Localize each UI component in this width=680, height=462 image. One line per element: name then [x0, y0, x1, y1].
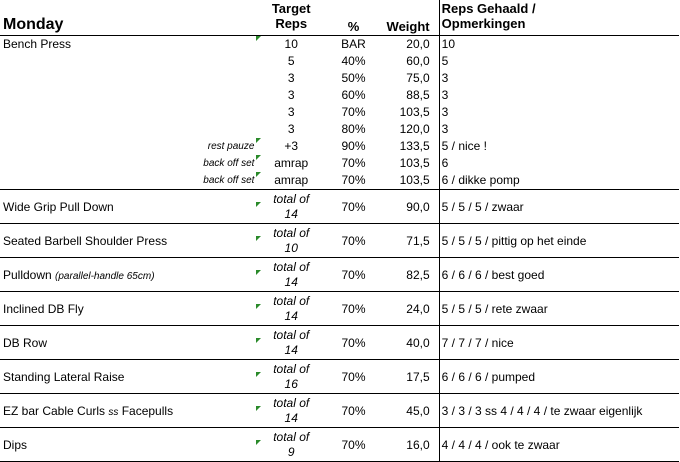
target-reps-header-line1: Target [271, 1, 311, 16]
weight-cell[interactable]: 45,0 [381, 394, 439, 428]
remark-cell[interactable]: 5 / 5 / 5 / rete zwaar [439, 292, 679, 326]
reps-cell[interactable] [256, 258, 326, 292]
exercise-row [0, 224, 679, 258]
comment-indicator-icon [256, 440, 261, 445]
exercise-name-cell[interactable]: DB Row [0, 326, 256, 360]
remark-cell[interactable]: 3 / 3 / 3 ss 4 / 4 / 4 / te zwaar eigenlijk [439, 394, 679, 428]
remark-cell[interactable]: 6 / 6 / 6 / pumped [439, 360, 679, 394]
bench-set-row [0, 87, 679, 104]
remark-cell[interactable]: 6 / 6 / 6 / best goed [439, 258, 679, 292]
set-note-cell[interactable] [0, 121, 256, 138]
exercise-name-cell[interactable]: Seated Barbell Shoulder Press [0, 224, 256, 258]
exercise-name-detail: (parallel-handle 65cm) [55, 270, 155, 282]
remark-cell[interactable]: 3 [439, 87, 679, 104]
comment-indicator-icon [256, 138, 261, 143]
weight-cell[interactable]: 75,0 [406, 71, 430, 85]
bench-set-row [0, 104, 679, 121]
bench-set-row [0, 172, 679, 190]
percent-cell[interactable]: 70% [326, 394, 381, 428]
comment-indicator-icon [256, 338, 261, 343]
total-reps-value: 10 [284, 240, 298, 255]
exercise-name-cell[interactable]: Bench Press [3, 37, 72, 51]
exercise-row [0, 326, 679, 360]
total-reps-value: 14 [284, 206, 298, 221]
weight-cell[interactable]: 88,5 [406, 88, 430, 102]
percent-cell[interactable]: 70% [326, 258, 381, 292]
remarks-header-line2: Opmerkingen [441, 16, 526, 31]
exercise-name-cell[interactable] [0, 394, 256, 428]
reps-value: amrap [274, 156, 309, 170]
exercise-row [0, 258, 679, 292]
reps-cell[interactable] [256, 292, 326, 326]
total-reps-value: 14 [284, 274, 298, 289]
reps-value: 10 [284, 37, 298, 51]
reps-cell[interactable]: 5 [287, 54, 295, 68]
weight-header[interactable]: Weight [381, 0, 439, 36]
remark-cell[interactable]: 5 / 5 / 5 / zwaar [439, 190, 679, 224]
reps-cell[interactable] [256, 138, 326, 155]
total-of-label: total of [273, 293, 310, 308]
remark-cell[interactable]: 7 / 7 / 7 / nice [439, 326, 679, 360]
exercise-name-cell[interactable]: Inclined DB Fly [0, 292, 256, 326]
set-note-cell[interactable]: back off set [0, 172, 256, 190]
bench-set-row [0, 36, 679, 54]
comment-indicator-icon [256, 406, 261, 411]
remark-cell[interactable]: 3 [439, 121, 679, 138]
remark-cell[interactable]: 4 / 4 / 4 / ook te zwaar [439, 428, 679, 462]
comment-indicator-icon [256, 236, 261, 241]
percent-cell[interactable]: 90% [341, 139, 366, 153]
set-note-cell[interactable] [0, 70, 256, 87]
total-of-label: total of [273, 429, 310, 444]
total-of-label: total of [273, 225, 310, 240]
comment-indicator-icon [256, 36, 261, 41]
percent-cell[interactable]: 70% [326, 224, 381, 258]
percent-cell[interactable]: 70% [326, 292, 381, 326]
percent-header[interactable]: % [326, 0, 381, 36]
reps-cell[interactable] [256, 224, 326, 258]
reps-cell[interactable] [256, 155, 326, 172]
day-title[interactable]: Monday [0, 0, 256, 36]
percent-cell[interactable]: 60% [341, 88, 366, 102]
total-reps-value: 9 [287, 444, 295, 459]
percent-cell[interactable]: 70% [326, 190, 381, 224]
weight-cell[interactable]: 40,0 [381, 326, 439, 360]
total-of-label: total of [273, 327, 310, 342]
percent-cell[interactable]: 70% [326, 172, 381, 190]
percent-cell[interactable]: 50% [341, 71, 366, 85]
remarks-header[interactable] [439, 0, 679, 36]
percent-cell[interactable]: 40% [341, 54, 366, 68]
percent-cell[interactable]: 70% [341, 156, 366, 170]
weight-cell[interactable]: 90,0 [381, 190, 439, 224]
remark-cell[interactable]: 5 / 5 / 5 / pittig op het einde [439, 224, 679, 258]
weight-cell[interactable]: 103,5 [399, 105, 430, 119]
total-reps-value: 14 [284, 410, 298, 425]
set-note-cell[interactable] [0, 104, 256, 121]
bench-set-row [0, 121, 679, 138]
total-of-label: total of [273, 361, 310, 376]
percent-cell[interactable]: 70% [341, 105, 366, 119]
percent-cell[interactable]: 80% [341, 122, 366, 136]
exercise-name-second: Facepulls [118, 403, 174, 418]
target-reps-header-line2: Reps [275, 16, 308, 31]
percent-cell[interactable]: 70% [326, 360, 381, 394]
target-reps-header[interactable] [256, 0, 326, 36]
comment-indicator-icon [256, 304, 261, 309]
exercise-name: EZ bar Cable Curls [3, 403, 109, 418]
exercise-name-cell[interactable]: Standing Lateral Raise [0, 360, 256, 394]
percent-cell[interactable]: BAR [341, 37, 366, 51]
weight-cell[interactable]: 133,5 [399, 139, 430, 153]
remarks-header-line1: Reps Gehaald / [441, 1, 536, 16]
weight-cell[interactable]: 20,0 [406, 37, 430, 51]
remark-cell[interactable]: 3 [439, 104, 679, 121]
reps-cell[interactable]: 3 [287, 71, 295, 85]
weight-cell[interactable]: 16,0 [381, 428, 439, 462]
set-note-cell[interactable]: rest pauze [207, 141, 255, 152]
reps-cell[interactable] [256, 428, 326, 462]
reps-cell[interactable] [256, 172, 326, 190]
comment-indicator-icon [256, 155, 261, 160]
bench-set-row [0, 53, 679, 70]
remark-cell[interactable]: 5 / nice ! [439, 138, 679, 155]
total-reps-value: 14 [284, 308, 298, 323]
exercise-row [0, 428, 679, 462]
reps-cell[interactable]: 3 [287, 88, 295, 102]
exercise-row [0, 292, 679, 326]
total-of-label: total of [273, 191, 310, 206]
reps-cell[interactable] [256, 36, 326, 54]
exercise-name-cell[interactable] [0, 258, 256, 292]
reps-cell[interactable]: 3 [287, 122, 295, 136]
comment-indicator-icon [256, 270, 261, 275]
comment-indicator-icon [256, 372, 261, 377]
remark-cell[interactable]: 10 [439, 36, 679, 54]
bench-set-row [0, 155, 679, 172]
bench-set-row [0, 138, 679, 155]
weight-cell[interactable]: 24,0 [381, 292, 439, 326]
weight-cell[interactable]: 103,5 [399, 156, 430, 170]
remark-cell[interactable]: 6 [439, 155, 679, 172]
percent-cell[interactable]: 70% [326, 428, 381, 462]
total-of-label: total of [273, 395, 310, 410]
set-note-cell[interactable] [0, 53, 256, 70]
exercise-row [0, 190, 679, 224]
reps-value: amrap [274, 173, 309, 187]
weight-cell[interactable]: 120,0 [399, 122, 430, 136]
exercise-row [0, 394, 679, 428]
total-reps-value: 16 [284, 376, 298, 391]
reps-cell[interactable] [256, 326, 326, 360]
exercise-name-cell[interactable]: Wide Grip Pull Down [0, 190, 256, 224]
reps-cell[interactable] [256, 360, 326, 394]
reps-cell[interactable] [256, 190, 326, 224]
set-note-cell[interactable] [0, 87, 256, 104]
exercise-row [0, 360, 679, 394]
total-of-label: total of [273, 259, 310, 274]
comment-indicator-icon [256, 172, 261, 177]
weight-cell[interactable]: 103,5 [381, 172, 439, 190]
total-reps-value: 14 [284, 342, 298, 357]
bench-set-row [0, 70, 679, 87]
weight-cell[interactable]: 71,5 [381, 224, 439, 258]
reps-cell[interactable] [256, 394, 326, 428]
weight-cell[interactable]: 82,5 [381, 258, 439, 292]
reps-value: +3 [284, 139, 299, 153]
exercise-name-cell[interactable]: Dips [0, 428, 256, 462]
set-note-cell[interactable]: back off set [203, 158, 255, 169]
weight-cell[interactable]: 17,5 [381, 360, 439, 394]
weight-cell[interactable]: 60,0 [406, 54, 430, 68]
comment-indicator-icon [256, 202, 261, 207]
percent-cell[interactable]: 70% [326, 326, 381, 360]
superset-marker: ss [108, 406, 119, 418]
header-row [0, 0, 679, 36]
exercise-name: Pulldown [3, 267, 56, 282]
remark-cell[interactable]: 6 / dikke pomp [439, 172, 679, 190]
remark-cell[interactable]: 5 [439, 53, 679, 70]
reps-cell[interactable]: 3 [287, 105, 295, 119]
remark-cell[interactable]: 3 [439, 70, 679, 87]
